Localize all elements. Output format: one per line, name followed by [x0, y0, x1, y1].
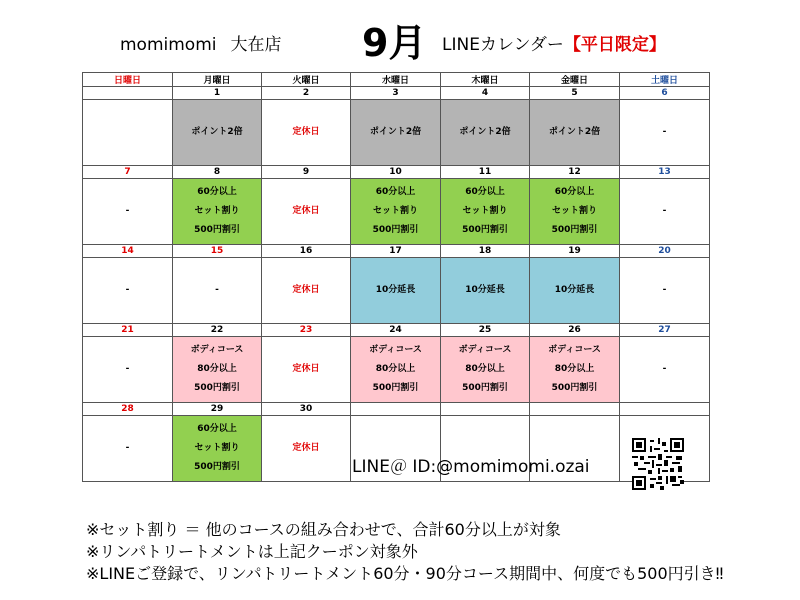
weekday-only-tag: 【平日限定】: [563, 35, 666, 55]
date-cell: 24: [351, 324, 441, 337]
day-cell: [530, 337, 620, 403]
cell-text: 定休日: [292, 285, 320, 295]
date-row: [83, 87, 710, 100]
cell-text: ポイント2倍: [369, 127, 422, 137]
calendar-title: [442, 30, 666, 55]
cell-text: 60分以上: [197, 187, 237, 197]
cell-text: -: [215, 285, 219, 295]
date-cell: 22: [173, 324, 262, 337]
date-cell: [530, 403, 620, 416]
cell-text: セット割り: [194, 443, 240, 453]
qr-code-icon[interactable]: [632, 438, 684, 490]
cell-text: -: [125, 206, 130, 216]
cell-text: ボディコース: [548, 345, 601, 355]
day-cell: [83, 258, 173, 324]
cell-text: 500円割引: [462, 225, 508, 235]
day-cell: [530, 258, 620, 324]
cell-text: セット割り: [372, 206, 418, 216]
calendar-table: [82, 72, 710, 482]
day-cell: [173, 179, 262, 245]
cell-text: -: [125, 285, 130, 295]
date-cell: 12: [530, 166, 620, 179]
cell-text: 80分以上: [554, 364, 595, 374]
cell-text: 80分以上: [197, 364, 237, 374]
cell-text: 500円割引: [551, 225, 598, 235]
weekday-header: 火曜日: [262, 73, 351, 87]
day-cell: [441, 258, 530, 324]
day-cell: [262, 416, 351, 482]
day-cell: [441, 179, 530, 245]
date-cell: 29: [173, 403, 262, 416]
cell-text: 60分以上: [197, 424, 237, 434]
cell-text: 定休日: [292, 364, 320, 374]
date-cell: 14: [83, 245, 173, 258]
cell-text: 80分以上: [465, 364, 505, 374]
date-cell: [441, 403, 530, 416]
cell-text: 10分延長: [554, 285, 595, 295]
cell-text: -: [125, 443, 130, 453]
day-cell: [173, 337, 262, 403]
date-cell: 26: [530, 324, 620, 337]
date-cell: 16: [262, 245, 351, 258]
day-cell: [530, 100, 620, 166]
notes: [86, 519, 723, 585]
cell-text: セット割り: [462, 206, 508, 216]
day-cell: [173, 416, 262, 482]
date-cell: 27: [620, 324, 710, 337]
cell-text: 10分延長: [375, 285, 416, 295]
cell-text: 60分以上: [465, 187, 505, 197]
line-id: LINE＠ ID:@momimomi.ozai: [352, 457, 590, 477]
day-cell: [351, 179, 441, 245]
date-row: [83, 324, 710, 337]
date-cell: 15: [173, 245, 262, 258]
date-cell: 9: [262, 166, 351, 179]
date-cell: [83, 87, 173, 100]
note-line: ※LINEご登録で、リンパトリートメント60分・90分コース期間中、何度でも500円引き‼: [86, 564, 724, 583]
date-cell: 20: [620, 245, 710, 258]
date-row: [83, 403, 710, 416]
content-row: [83, 100, 710, 166]
date-row: [83, 245, 710, 258]
cell-text: 10分延長: [465, 285, 505, 295]
date-cell: 28: [83, 403, 173, 416]
cell-text: 定休日: [292, 127, 320, 137]
calendar-title-main: LINEカレンダー: [442, 35, 564, 55]
date-cell: 11: [441, 166, 530, 179]
date-cell: 30: [262, 403, 351, 416]
date-cell: [351, 403, 441, 416]
day-cell: [262, 100, 351, 166]
cell-text: ポイント2倍: [191, 127, 243, 137]
weekday-header: 月曜日: [173, 73, 262, 87]
weekday-header: 日曜日: [83, 73, 173, 87]
cell-text: -: [662, 127, 667, 137]
weekday-header: 木曜日: [441, 73, 530, 87]
date-cell: 6: [620, 87, 710, 100]
content-row: [83, 179, 710, 245]
day-cell: [620, 258, 710, 324]
note-line: ※リンパトリートメントは上記クーポン対象外: [86, 542, 418, 561]
date-row: [83, 166, 710, 179]
date-cell: 19: [530, 245, 620, 258]
cell-text: 60分以上: [375, 187, 416, 197]
date-cell: 21: [83, 324, 173, 337]
cell-text: -: [662, 364, 667, 374]
cell-text: -: [662, 206, 667, 216]
date-cell: 4: [441, 87, 530, 100]
day-cell: [530, 179, 620, 245]
date-cell: 23: [262, 324, 351, 337]
day-cell: [620, 100, 710, 166]
day-cell: [351, 100, 441, 166]
cell-text: -: [125, 364, 130, 374]
date-cell: 1: [173, 87, 262, 100]
cell-text: セット割り: [551, 206, 597, 216]
date-cell: 2: [262, 87, 351, 100]
cell-text: 500円割引: [462, 383, 508, 393]
day-cell: [83, 100, 173, 166]
cell-text: 定休日: [292, 443, 320, 453]
cell-text: ボディコース: [458, 345, 512, 355]
date-cell: 18: [441, 245, 530, 258]
cell-text: 定休日: [292, 206, 320, 216]
day-cell: [262, 179, 351, 245]
weekday-header: 水曜日: [351, 73, 441, 87]
cell-text: -: [662, 285, 667, 295]
day-cell: [441, 100, 530, 166]
date-cell: 13: [620, 166, 710, 179]
date-cell: 3: [351, 87, 441, 100]
cell-text: ポイント2倍: [459, 127, 511, 137]
day-cell: [262, 258, 351, 324]
cell-text: 500円割引: [372, 383, 419, 393]
weekday-header: 金曜日: [530, 73, 620, 87]
day-cell: [351, 337, 441, 403]
day-cell: [620, 179, 710, 245]
cell-text: ボディコース: [369, 345, 422, 355]
store-prefix: momimomi: [120, 35, 217, 55]
date-cell: 5: [530, 87, 620, 100]
date-cell: 8: [173, 166, 262, 179]
day-cell: [83, 416, 173, 482]
day-cell: [173, 100, 262, 166]
content-row: [83, 337, 710, 403]
cell-text: 500円割引: [194, 462, 240, 472]
weekday-header-row: [83, 73, 710, 87]
weekday-header: 土曜日: [620, 73, 710, 87]
store-name: [120, 30, 282, 55]
cell-text: 500円割引: [372, 225, 419, 235]
cell-text: 60分以上: [554, 187, 595, 197]
date-cell: 25: [441, 324, 530, 337]
day-cell: [173, 258, 262, 324]
date-cell: 17: [351, 245, 441, 258]
content-row: [83, 258, 710, 324]
date-cell: [620, 403, 710, 416]
cell-text: セット割り: [194, 206, 240, 216]
day-cell: [83, 337, 173, 403]
store-branch: 大在店: [230, 35, 282, 55]
day-cell: [441, 337, 530, 403]
cell-text: ボディコース: [190, 345, 244, 355]
day-cell: [262, 337, 351, 403]
month-title: 9月: [362, 21, 427, 65]
cell-text: 500円割引: [194, 383, 240, 393]
day-cell: [620, 337, 710, 403]
cell-text: 500円割引: [551, 383, 598, 393]
note-line: ※セット割り ＝ 他のコースの組み合わせで、合計60分以上が対象: [86, 520, 561, 539]
date-cell: 10: [351, 166, 441, 179]
cell-text: 80分以上: [375, 364, 416, 374]
cell-text: ポイント2倍: [548, 127, 601, 137]
day-cell: [83, 179, 173, 245]
date-cell: 7: [83, 166, 173, 179]
cell-text: 500円割引: [194, 225, 240, 235]
day-cell: [351, 258, 441, 324]
